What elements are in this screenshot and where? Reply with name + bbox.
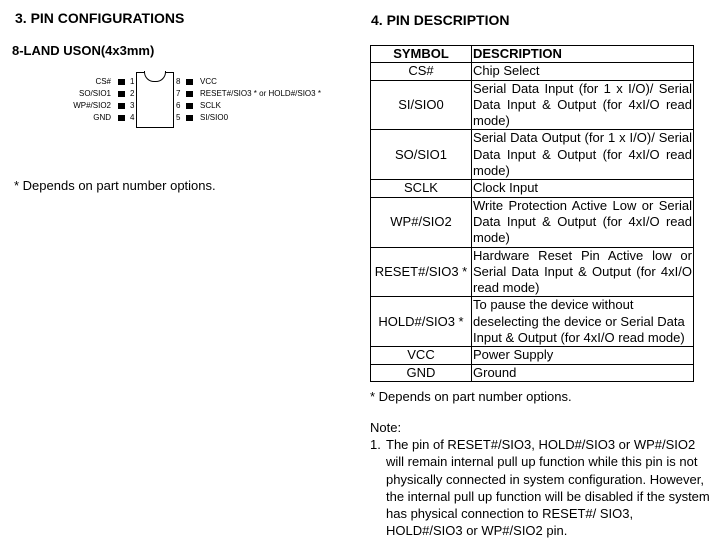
pin-6-number: 6 [176, 101, 181, 110]
pin-5-pad [186, 115, 193, 121]
symbol-cell: VCC [371, 347, 472, 364]
pin-7-name: RESET#/SIO3 * or HOLD#/SIO3 * [200, 89, 321, 98]
notes-section [370, 419, 710, 539]
table-row [371, 197, 694, 247]
pin-4-name: GND [93, 113, 111, 122]
pin-configurations-title: 3. PIN CONFIGURATIONS [15, 10, 185, 26]
pin-1-pad [118, 79, 125, 85]
pin-8-name: VCC [200, 77, 217, 86]
pin-4-number: 4 [130, 113, 135, 122]
pin-5-number: 5 [176, 113, 181, 122]
description-cell: Power Supply [472, 347, 694, 364]
symbol-header: SYMBOL [371, 46, 472, 63]
symbol-cell: GND [371, 364, 472, 381]
description-cell: To pause the device without deselecting the device or Serial Data Input & Output (for 4xI/O read mode) [472, 297, 694, 347]
note-text: The pin of RESET#/SIO3, HOLD#/SIO3 or WP#/SIO2 will remain internal pull up function while this pin is not physically connected in system configuration. However, the internal pull up function will be disabled if the system has physical connection to RESET#/ SIO3, HOLD#/SIO3 or WP#/SIO2 pin. [386, 437, 710, 539]
symbol-cell: CS# [371, 63, 472, 80]
pin-2-pad [118, 91, 125, 97]
symbol-cell: RESET#/SIO3 * [371, 247, 472, 297]
pin-6-name: SCLK [200, 101, 221, 110]
symbol-cell: HOLD#/SIO3 * [371, 297, 472, 347]
pin-8-number: 8 [176, 77, 181, 86]
table-row [371, 130, 694, 180]
table-row [371, 247, 694, 297]
pin-2-name: SO/SIO1 [78, 89, 111, 98]
table-row [371, 180, 694, 197]
pin-description-title: 4. PIN DESCRIPTION [371, 12, 510, 28]
description-cell: Ground [472, 364, 694, 381]
package-title: 8-LAND USON(4x3mm) [12, 43, 155, 58]
description-cell: Write Protection Active Low or Serial Data Input & Output (for 4xI/O read mode) [473, 197, 692, 246]
pin-description-table [370, 45, 694, 382]
description-cell: Clock Input [472, 180, 694, 197]
list-item [370, 436, 710, 539]
pin-3-number: 3 [130, 101, 135, 110]
symbol-cell: SI/SIO0 [371, 80, 472, 130]
pin-2-number: 2 [130, 89, 135, 98]
pin-1-name: CS# [95, 77, 111, 86]
table-row [371, 347, 694, 364]
pin-5-name: SI/SIO0 [200, 113, 229, 122]
pin-6-pad [186, 103, 193, 109]
table-row [371, 80, 694, 130]
table-row [371, 297, 694, 347]
description-cell: Serial Data Output (for 1 x I/O)/ Serial Data Input & Output (for 4xI/O read mode) [473, 130, 692, 179]
pin-4-pad [118, 115, 125, 121]
table-row [371, 63, 694, 80]
description-cell: Chip Select [472, 63, 694, 80]
symbol-cell: WP#/SIO2 [371, 197, 472, 247]
symbol-cell: SO/SIO1 [371, 130, 472, 180]
note-number: 1. [370, 437, 381, 453]
description-cell: Serial Data Input (for 1 x I/O)/ Serial Data Input & Output (for 4xI/O read mode) [473, 80, 692, 129]
symbol-cell: SCLK [371, 180, 472, 197]
note-label: Note: [370, 420, 402, 435]
pin-7-number: 7 [176, 89, 181, 98]
pin-7-pad [186, 91, 193, 97]
pin-8-pad [186, 79, 193, 85]
description-cell: Hardware Reset Pin Active low or Serial Data Input & Output (for 4xI/O read mode) [473, 247, 692, 296]
pin-3-pad [118, 103, 125, 109]
pin-3-name: WP#/SIO2 [73, 101, 111, 110]
pin-1-number: 1 [130, 77, 135, 86]
right-footnote: * Depends on part number options. [370, 389, 572, 404]
left-footnote: * Depends on part number options. [14, 178, 216, 193]
table-row [371, 364, 694, 381]
table-header-row [371, 46, 694, 63]
description-header: DESCRIPTION [472, 46, 694, 63]
